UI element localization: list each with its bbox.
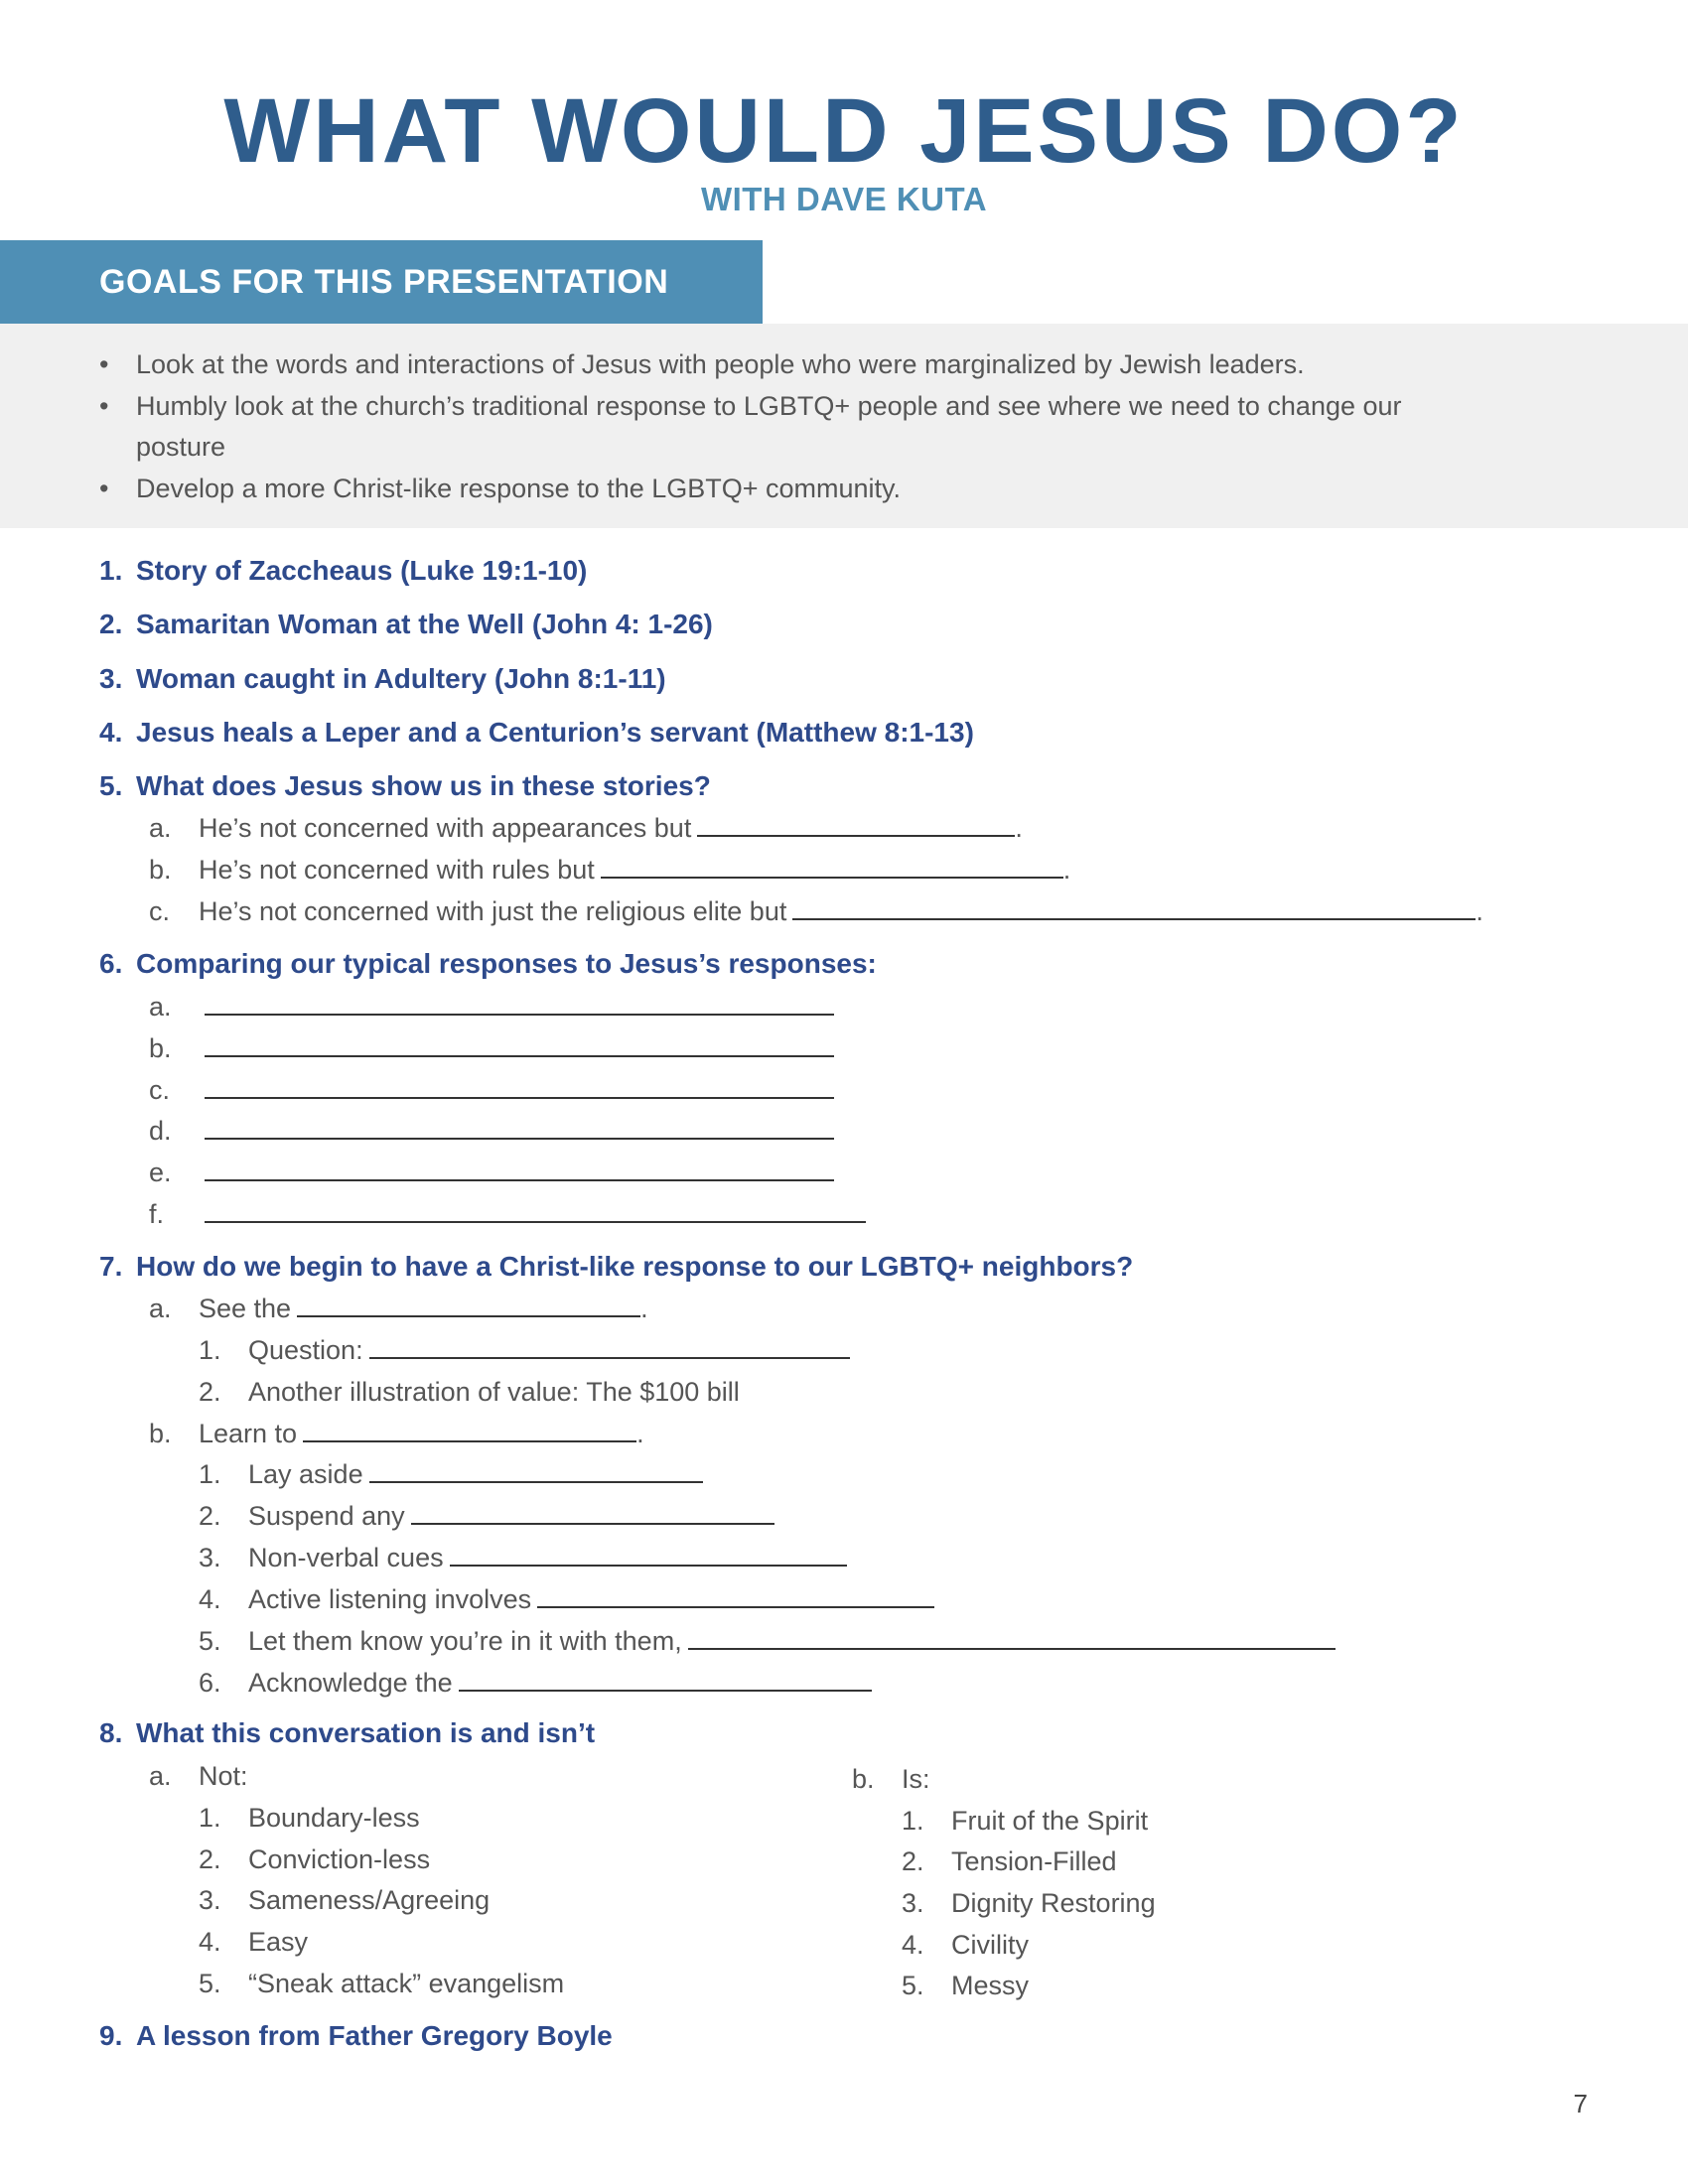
- item-marker: 1.: [199, 1803, 221, 1833]
- section-heading: [99, 554, 587, 588]
- fill-in-blank[interactable]: [205, 1073, 834, 1099]
- is-item: [902, 1969, 1029, 2002]
- is-item: [902, 1928, 1029, 1962]
- fill-in-blank[interactable]: [411, 1499, 774, 1525]
- goal-text: Humbly look at the church’s traditional response to LGBTQ+ people and see where we need to change our posture: [136, 391, 1402, 462]
- fill-in-blank[interactable]: [303, 1417, 636, 1442]
- item-text: “Sneak attack” evangelism: [248, 1969, 565, 1998]
- section-number: 5.: [99, 770, 123, 801]
- item-marker: f.: [149, 1199, 165, 1229]
- item-text: Fruit of the Spirit: [951, 1806, 1149, 1836]
- item-text: Is:: [902, 1764, 930, 1794]
- fill-in-blank[interactable]: [205, 1031, 834, 1057]
- goal-bullet: [99, 469, 1479, 509]
- item-text: He’s not concerned with just the religious elite but: [199, 896, 787, 926]
- fill-in-blank[interactable]: [205, 990, 834, 1016]
- item-text: Sameness/Agreeing: [248, 1885, 491, 1915]
- is-item: [902, 1804, 1148, 1838]
- item-marker: 4.: [902, 1930, 924, 1960]
- not-item: [199, 1925, 308, 1959]
- fill-in-blank[interactable]: [537, 1582, 934, 1608]
- fill-in-item: [149, 1292, 648, 1325]
- fill-in-subitem: [199, 1457, 703, 1491]
- item-marker: 2.: [902, 1846, 924, 1876]
- fill-in-blank[interactable]: [369, 1457, 703, 1483]
- fill-in-subitem: [199, 1333, 850, 1367]
- section-heading: [99, 2019, 613, 2053]
- bullet-dot: •: [99, 349, 109, 379]
- section-number: 8.: [99, 1717, 123, 1748]
- not-item: [199, 1883, 490, 1917]
- section-number: 3.: [99, 663, 123, 694]
- item-marker: a.: [149, 1294, 172, 1323]
- item-text: Suspend any: [248, 1501, 405, 1531]
- section-title: Samaritan Woman at the Well (John 4: 1-26): [136, 609, 713, 639]
- item-marker: a.: [149, 992, 172, 1022]
- section-title: Woman caught in Adultery (John 8:1-11): [136, 663, 666, 694]
- bullet-dot: •: [99, 474, 109, 503]
- blank-line-item: [149, 1031, 834, 1065]
- page-number: 7: [1573, 2089, 1588, 2118]
- item-marker: 3.: [902, 1888, 924, 1918]
- blank-line-item: [149, 1197, 866, 1231]
- item-text: Acknowledge the: [248, 1668, 453, 1698]
- item-text: Question:: [248, 1335, 363, 1365]
- item-text: Boundary-less: [248, 1803, 420, 1833]
- fill-in-item: [149, 853, 1070, 887]
- fill-in-blank[interactable]: [697, 811, 1015, 837]
- section-title: What this conversation is and isn’t: [136, 1717, 596, 1748]
- goal-bullet: [99, 344, 1479, 385]
- section-title: Story of Zaccheaus (Luke 19:1-10): [136, 555, 588, 586]
- item-marker: 4.: [199, 1927, 221, 1957]
- is-item: [902, 1844, 1117, 1878]
- item-marker: 3.: [199, 1885, 221, 1915]
- fill-in-blank[interactable]: [297, 1292, 640, 1317]
- item-marker: c.: [149, 1075, 171, 1105]
- blank-line-item: [149, 1073, 834, 1107]
- section-title: What does Jesus show us in these stories?: [136, 770, 711, 801]
- not-label: [149, 1759, 248, 1793]
- fill-in-subitem: [199, 1624, 1336, 1658]
- item-text: Lay aside: [248, 1459, 363, 1489]
- fill-in-item: [149, 1417, 644, 1450]
- item-text: Another illustration of value: The $100 bill: [248, 1377, 740, 1407]
- fill-in-item: [149, 811, 1023, 845]
- goal-bullet: [99, 386, 1479, 468]
- item-text: Not:: [199, 1761, 248, 1791]
- section-heading: [99, 608, 713, 641]
- item-marker: 2.: [199, 1501, 221, 1531]
- subitem: [199, 1375, 740, 1409]
- fill-in-blank[interactable]: [205, 1114, 834, 1140]
- item-text: Civility: [951, 1930, 1029, 1960]
- fill-in-blank[interactable]: [450, 1541, 847, 1567]
- section-heading: [99, 947, 877, 981]
- goals-heading: GOALS FOR THIS PRESENTATION: [0, 240, 763, 324]
- section-title: Jesus heals a Leper and a Centurion’s servant (Matthew 8:1-13): [136, 717, 974, 748]
- item-marker: e.: [149, 1158, 172, 1187]
- item-text: Dignity Restoring: [951, 1888, 1156, 1918]
- item-end: .: [1062, 855, 1071, 885]
- item-marker: a.: [149, 813, 172, 843]
- not-item: [199, 1801, 420, 1835]
- section-number: 7.: [99, 1251, 123, 1282]
- section-heading: [99, 662, 666, 696]
- item-text: He’s not concerned with appearances but: [199, 813, 692, 843]
- item-marker: b.: [149, 855, 172, 885]
- fill-in-blank[interactable]: [205, 1197, 866, 1223]
- item-end: .: [1015, 813, 1023, 843]
- item-text: Conviction-less: [248, 1844, 431, 1874]
- item-text: Active listening involves: [248, 1584, 532, 1614]
- fill-in-blank[interactable]: [601, 853, 1063, 879]
- fill-in-blank[interactable]: [205, 1156, 834, 1181]
- item-marker: b.: [149, 1419, 172, 1448]
- fill-in-subitem: [199, 1541, 847, 1574]
- item-marker: 1.: [902, 1806, 924, 1836]
- item-text: Let them know you’re in it with them,: [248, 1626, 682, 1656]
- item-marker: b.: [852, 1764, 875, 1794]
- item-marker: 3.: [199, 1543, 221, 1572]
- is-label: [852, 1762, 930, 1796]
- section-number: 9.: [99, 2020, 123, 2051]
- fill-in-item: [149, 894, 1483, 928]
- fill-in-blank[interactable]: [459, 1666, 872, 1692]
- item-marker: 1.: [199, 1335, 221, 1365]
- blank-line-item: [149, 990, 834, 1024]
- section-heading: [99, 769, 711, 803]
- blank-line-item: [149, 1114, 834, 1148]
- goal-text: Look at the words and interactions of Jesus with people who were marginalized by Jewish leaders.: [136, 349, 1305, 379]
- section-heading: [99, 716, 974, 750]
- item-text: Easy: [248, 1927, 309, 1957]
- item-end: .: [636, 1419, 644, 1448]
- section-title: How do we begin to have a Christ-like response to our LGBTQ+ neighbors?: [136, 1251, 1134, 1282]
- goal-text: Develop a more Christ-like response to the LGBTQ+ community.: [136, 474, 902, 503]
- item-marker: b.: [149, 1033, 172, 1063]
- item-end: .: [1476, 896, 1483, 926]
- section-title: A lesson from Father Gregory Boyle: [136, 2020, 613, 2051]
- section-number: 2.: [99, 609, 123, 639]
- item-marker: 4.: [199, 1584, 221, 1614]
- item-text: Learn to: [199, 1419, 298, 1448]
- is-item: [902, 1886, 1156, 1920]
- section-heading: [99, 1250, 1133, 1284]
- page-subtitle: WITH DAVE KUTA: [700, 181, 988, 217]
- item-marker: c.: [149, 896, 171, 926]
- page-title: WHAT WOULD JESUS DO?: [223, 80, 1465, 182]
- section-title: Comparing our typical responses to Jesus’s responses:: [136, 948, 877, 979]
- item-text: Non-verbal cues: [248, 1543, 444, 1572]
- item-marker: 1.: [199, 1459, 221, 1489]
- item-marker: d.: [149, 1116, 172, 1146]
- section-number: 4.: [99, 717, 123, 748]
- fill-in-blank[interactable]: [369, 1333, 850, 1359]
- item-text: He’s not concerned with rules but: [199, 855, 595, 885]
- item-marker: 5.: [199, 1626, 221, 1656]
- item-marker: 6.: [199, 1668, 221, 1698]
- item-text: Messy: [951, 1971, 1030, 2000]
- section-heading: [99, 1716, 595, 1750]
- blank-line-item: [149, 1156, 834, 1189]
- section-number: 6.: [99, 948, 123, 979]
- item-marker: 2.: [199, 1377, 221, 1407]
- item-marker: a.: [149, 1761, 172, 1791]
- item-text: Tension-Filled: [951, 1846, 1117, 1876]
- not-item: [199, 1843, 430, 1876]
- fill-in-subitem: [199, 1499, 774, 1533]
- fill-in-blank[interactable]: [688, 1624, 1336, 1650]
- item-marker: 5.: [902, 1971, 924, 2000]
- bullet-dot: •: [99, 391, 109, 421]
- not-item: [199, 1967, 564, 2000]
- item-end: .: [640, 1294, 648, 1323]
- fill-in-subitem: [199, 1582, 934, 1616]
- item-marker: 2.: [199, 1844, 221, 1874]
- item-text: See the: [199, 1294, 292, 1323]
- item-marker: 5.: [199, 1969, 221, 1998]
- fill-in-subitem: [199, 1666, 872, 1700]
- section-number: 1.: [99, 555, 123, 586]
- fill-in-blank[interactable]: [792, 894, 1476, 920]
